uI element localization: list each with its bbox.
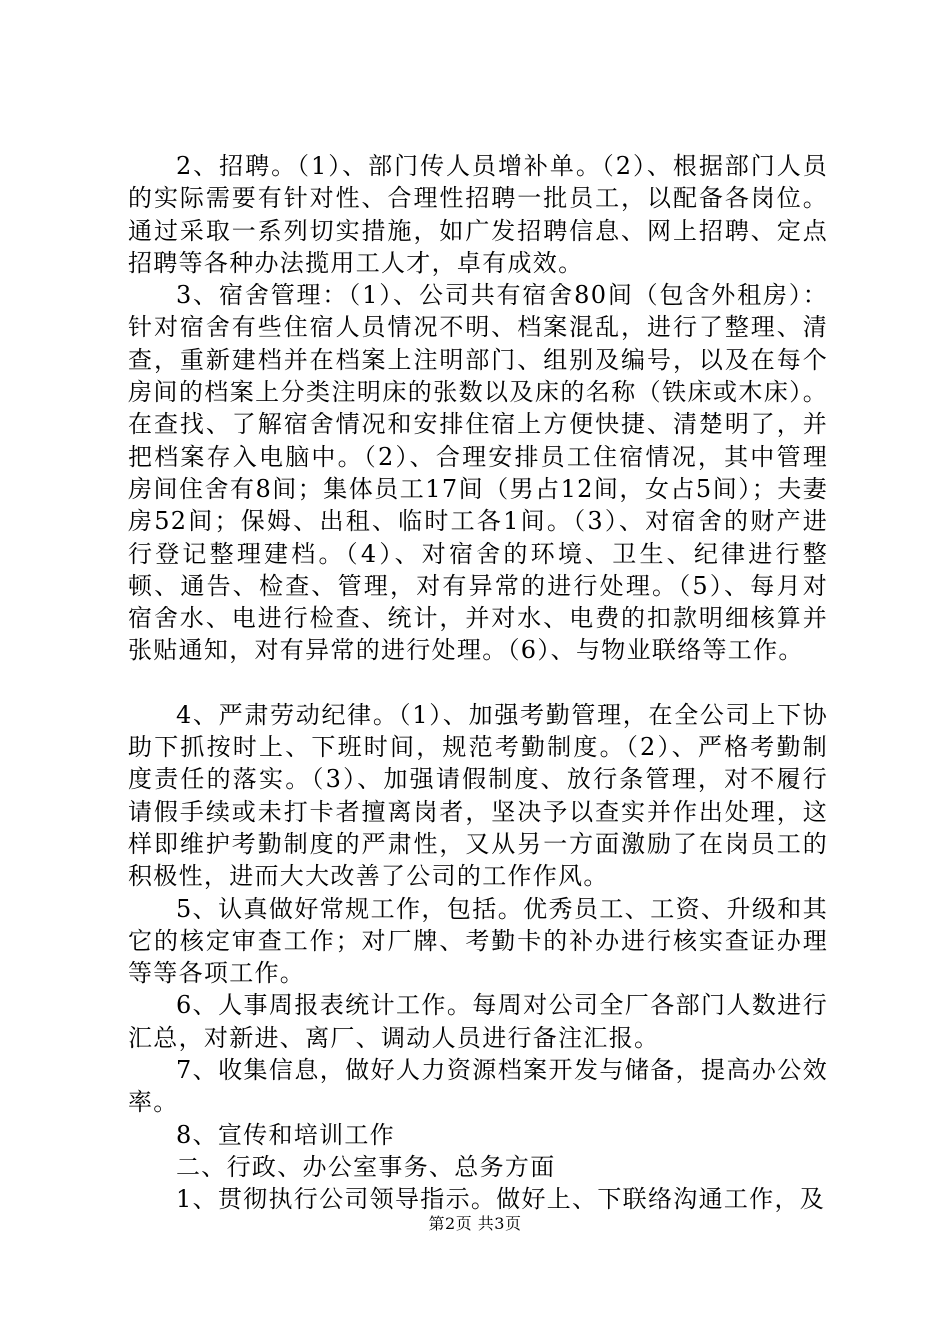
paragraph-recruitment: 2、招聘。（1）、部门传人员增补单。（2）、根据部门人员的实际需要有针对性、合理性招聘一批员工，以配备各岗位。通过采取一系列切实措施，如广发招聘信息、网上招聘、定点招聘等各种办法揽用工人才，卓有成效。: [128, 152, 828, 277]
page-footer: [0, 1214, 950, 1234]
paragraph-weekly-report: 6、人事周报表统计工作。每周对公司全厂各部门人数进行汇总，对新进、离厂、调动人员进行备注汇报。: [128, 991, 828, 1052]
paragraph-leadership-instructions: 1、贯彻执行公司领导指示。做好上、下联络沟通工作，及: [176, 1185, 826, 1214]
section-heading-administration: 二、行政、办公室事务、总务方面: [176, 1152, 556, 1181]
paragraph-labor-discipline: 4、严肃劳动纪律。（1）、加强考勤管理，在全公司上下协助下抓按时上、下班时间，规范考勤制度。（2）、严格考勤制度责任的落实。（3）、加强请假制度、放行条管理，对不履行请假手续或未打卡者擅离岗者，坚决予以查实并作出处理，这样即维护考勤制度的严肃性，又从另一方面激励了在岗员工的积极性，进而大大改善了公司的工作作风。: [128, 700, 828, 891]
paragraph-information-collection: 7、收集信息，做好人力资源档案开发与储备，提高办公效率。: [128, 1056, 828, 1117]
paragraph-routine-work: 5、认真做好常规工作，包括。优秀员工、工资、升级和其它的核定审查工作；对厂牌、考勤卡的补办进行核实查证办理等等各项工作。: [128, 894, 828, 988]
paragraph-dormitory-management: 3、宿舍管理：（1）、公司共有宿舍80间（包含外租房）：针对宿舍有些住宿人员情况不明、档案混乱，进行了整理、清查，重新建档并在档案上注明部门、组别及编号，以及在每个房间的档案上分类注明床的张数以及床的名称（铁床或木床）。在查找、了解宿舍情况和安排住宿上方便快捷、清楚明了，并把档案存入电脑中。（2）、合理安排员工住宿情况，其中管理房间住舍有8间；集体员工17间（男占12间，女占5间）；夫妻房52间；保姆、出租、临时工各1间。（3）、对宿舍的财产进行登记整理建档。（4）、对宿舍的环境、卫生、纪律进行整顿、通告、检查、管理，对有异常的进行处理。（5）、每月对宿舍水、电进行检查、统计，并对水、电费的扣款明细核算并张贴通知，对有异常的进行处理。（6）、与物业联络等工作。: [128, 281, 828, 665]
paragraph-publicity-training: 8、宣传和培训工作: [176, 1120, 395, 1149]
document-body: [128, 150, 828, 1216]
page-number-indicator: 第2页 共3页: [428, 1214, 522, 1233]
